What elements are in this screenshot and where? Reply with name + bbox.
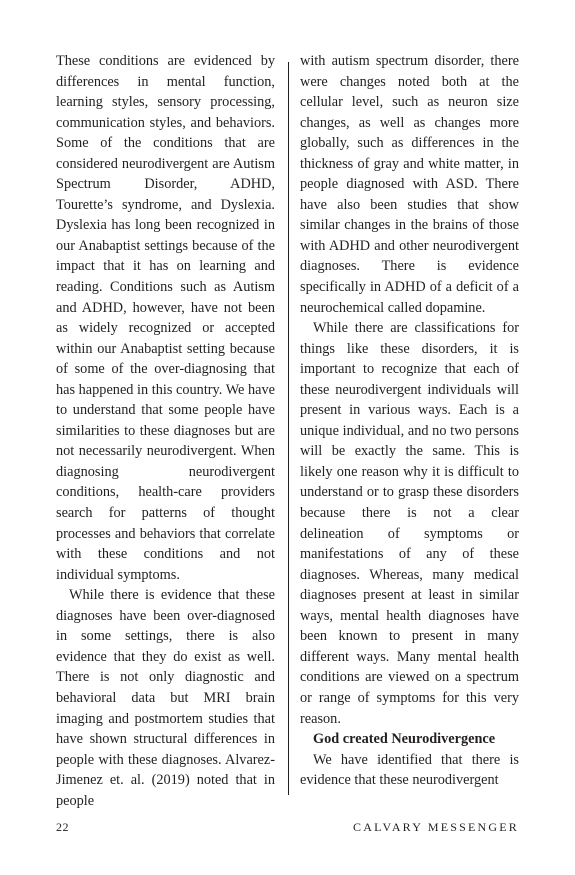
paragraph: These conditions are evidenced by differences in mental function, learning styles, sensory processing, communication styles, and behaviors. Some of the conditions that are considered neurodivergent are Autism Spectrum Disorder, ADHD, Tourette’s syndrome, and Dyslexia. Dyslexia has long been recognized in our Anabaptist settings because of the impact that it has on learning and reading. Conditions such as Autism and ADHD, however, have not been as widely recognized or accepted within our Anabaptist setting because of some of the over-diagnosing that has happened in this country. We have to understand that some people have similarities to these diagnoses but are not necessarily neurodivergent. When diagnosing neurodivergent conditions, health-care providers search for patterns of thought processes and behaviors that correlate with these conditions and not individual symptoms.	[56, 53, 275, 583]
paragraph: We have identified that there is evidence that these neurodivergent	[300, 751, 519, 789]
paragraph: While there is evidence that these diagnoses have been over-diagnosed in some settings, there is also evidence that they do exist as well. There is not only diagnostic and behavioral data but MRI brain imaging and postmortem studies that have shown structural differences in people with these diagnoses. Alvarez-Jimenez et. al. (2019) noted that in people	[56, 587, 275, 809]
right-column	[300, 51, 519, 791]
paragraph: with autism spectrum disorder, there were changes noted both at the cellular level, such as neuron size changes, as well as changes more globally, such as differences in the thickness of gray and white matter, in people diagnosed with ASD. There have also been studies that show similar changes in the brains of those with ADHD and other neurodivergent diagnoses. There is evidence specifically in ADHD of a deficit of a neurochemical called dopamine.	[300, 53, 519, 316]
left-column	[56, 51, 275, 811]
column-divider	[288, 62, 289, 795]
running-title: CALVARY MESSENGER	[353, 820, 519, 834]
section-heading: God created Neurodivergence	[313, 731, 496, 748]
page-number: 22	[56, 820, 69, 834]
paragraph: While there are classifications for things like these disorders, it is important to recognize that each of these neurodivergent individuals will present in various ways. Each is a unique individual, and no two persons will be exactly the same. This is likely one reason why it is difficult to understand or to grasp these disorders because there is not a clear delineation of symptoms or manifestations of any of these diagnoses. Whereas, many medical diagnoses present at least in similar ways, mental health diagnoses have been known to present in many different ways. Many mental health conditions are viewed on a spectrum or range of symptoms for this very reason.	[300, 320, 519, 727]
